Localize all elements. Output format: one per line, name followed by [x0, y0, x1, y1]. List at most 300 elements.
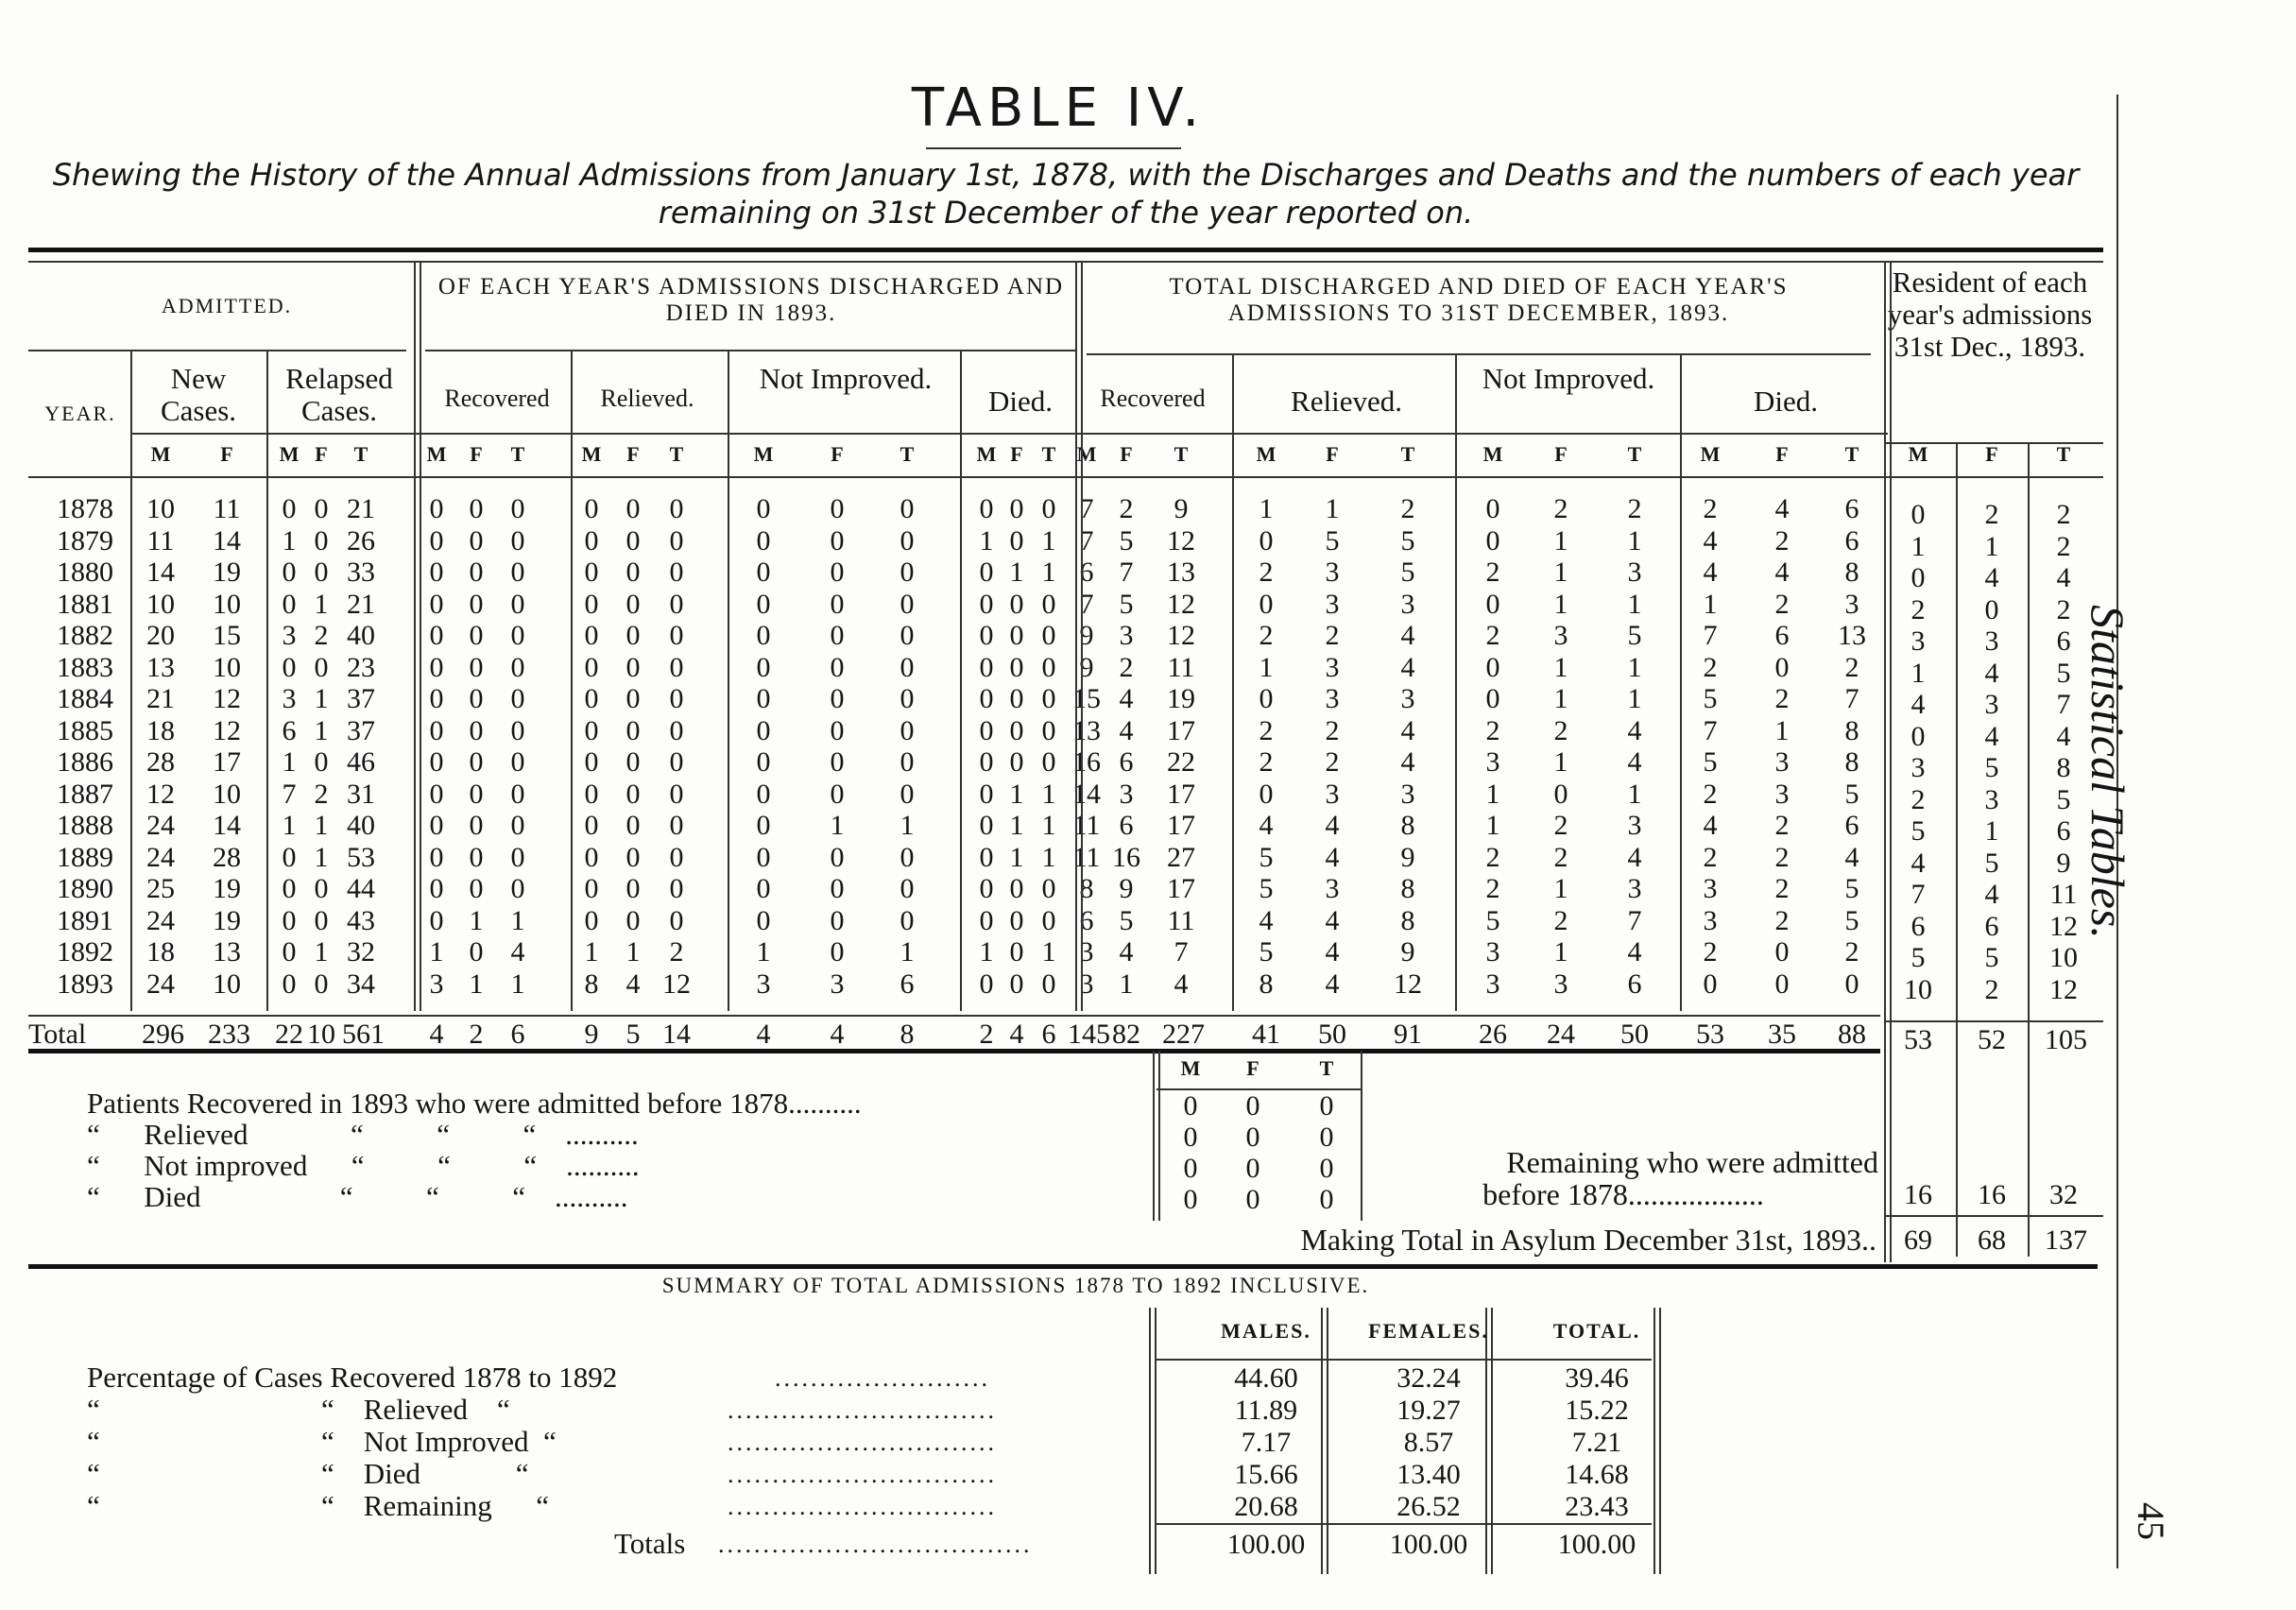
table-cell: 1 — [1009, 810, 1024, 841]
table-cell: 0 — [282, 493, 297, 524]
table-cell: 0 — [830, 493, 845, 524]
table-cell: 1 — [1910, 530, 1926, 562]
row-year: 1879 — [57, 524, 113, 557]
table-cell: 1 — [1041, 557, 1056, 588]
table-cell: 10 — [213, 588, 241, 620]
table-cell: 8 — [1400, 810, 1415, 841]
table-cell: 5 — [2056, 783, 2071, 815]
table-cell: 16 — [1112, 841, 1140, 873]
table-cell: 0 — [625, 524, 641, 557]
total-cell: 296 — [142, 1019, 184, 1050]
table-cell: 0 — [830, 873, 845, 904]
table-cell: 3 — [1627, 810, 1642, 841]
table-cell: 2 — [1553, 714, 1568, 746]
table-cell: 1 — [1553, 524, 1568, 557]
table-cell: 5 — [1259, 873, 1274, 904]
table-cell: 9 — [1079, 620, 1094, 651]
table-cell: 2 — [1485, 873, 1500, 904]
table-cell: 3 — [1844, 588, 1859, 620]
table-cell: 5 — [1259, 936, 1274, 968]
table-cell: 1 — [1774, 714, 1790, 746]
table-cell: 2 — [314, 620, 329, 651]
table-cell: 1 — [314, 810, 329, 841]
b1878-cell: 0 — [1245, 1153, 1260, 1184]
table-cell: 9 — [1400, 841, 1415, 873]
table-cell: 0 — [1009, 746, 1024, 778]
table-cell: 1 — [314, 683, 329, 714]
table-cell: 14 — [213, 810, 241, 841]
table-cell: 4 — [1400, 651, 1415, 683]
not-improved-total-header: Not Improved. — [1482, 362, 1655, 395]
table-cell: 0 — [830, 746, 845, 778]
table-cell: 0 — [900, 493, 915, 524]
table-cell: 5 — [1984, 942, 1999, 973]
table-cell: 5 — [1485, 904, 1500, 936]
table-cell: 34 — [347, 968, 375, 1000]
table-cell: 1 — [900, 810, 915, 841]
table-cell: 43 — [347, 904, 375, 936]
table-cell: 0 — [756, 557, 771, 588]
table-cell: 0 — [584, 746, 599, 778]
column-letter: M — [753, 442, 774, 466]
summary-row-prefix: “ — [87, 1393, 100, 1426]
table-cell: 0 — [469, 493, 484, 524]
table-cell: 21 — [146, 683, 175, 714]
table-cell: 8 — [1259, 968, 1274, 1000]
summary-row-prefix: “ — [87, 1489, 100, 1522]
table-cell: 9 — [1400, 936, 1415, 968]
side-label: Statistical Tables. — [2082, 605, 2134, 939]
table-cell: 6 — [1774, 620, 1790, 651]
table-cell: 0 — [1485, 651, 1500, 683]
summary-row-label: “ Remaining “ — [321, 1489, 550, 1522]
table-cell: 1 — [1627, 778, 1642, 810]
table-cell: 1 — [314, 588, 329, 620]
table-cell: 40 — [347, 810, 375, 841]
table-cell: 8 — [584, 968, 599, 1000]
table-cell: 0 — [1009, 936, 1024, 968]
summary-dots: ........................ — [775, 1364, 990, 1392]
group-underline-1893 — [425, 350, 1077, 351]
table-cell: 1 — [469, 904, 484, 936]
table-cell: 0 — [756, 810, 771, 841]
row-year: 1882 — [57, 620, 113, 651]
table-cell: 0 — [900, 524, 915, 557]
table-cell: 0 — [625, 904, 641, 936]
table-cell: 17 — [213, 746, 241, 778]
recovered-total-header: Recovered — [1100, 385, 1206, 412]
total-cell: 105 — [2045, 1024, 2087, 1055]
table-cell: 0 — [1485, 683, 1500, 714]
total-cell: 22 — [275, 1019, 303, 1050]
table-cell: 0 — [756, 620, 771, 651]
table-cell: 0 — [756, 524, 771, 557]
table-cell: 12 — [2049, 973, 2078, 1005]
table-cell: 6 — [1844, 524, 1859, 557]
table-cell: 2 — [1774, 810, 1790, 841]
b1878-cell: 0 — [1319, 1184, 1334, 1215]
table-cell: 6 — [1119, 746, 1134, 778]
table-cell: 6 — [2056, 625, 2071, 657]
table-cell: 19 — [1167, 683, 1195, 714]
table-cell: 0 — [1553, 778, 1568, 810]
table-cell: 4 — [1844, 841, 1859, 873]
table-cell: 0 — [1259, 683, 1274, 714]
table-cell: 1 — [1553, 683, 1568, 714]
b1878-row-label: Patients Recovered in 1893 who were admitted before 1878.......... — [87, 1087, 862, 1120]
table-cell: 0 — [1041, 588, 1056, 620]
relieved-total-header: Relieved. — [1291, 385, 1402, 418]
table-cell: 0 — [979, 588, 994, 620]
table-cell: 25 — [146, 873, 175, 904]
table-cell: 0 — [469, 746, 484, 778]
table-cell: 1 — [625, 936, 641, 968]
table-cell: 12 — [1167, 620, 1195, 651]
table-cell: 0 — [429, 651, 444, 683]
table-cell: 0 — [429, 557, 444, 588]
table-cell: 0 — [1844, 968, 1859, 1000]
table-cell: 4 — [1774, 557, 1790, 588]
summary-total-cell: 100.00 — [1557, 1529, 1636, 1560]
table-cell: 3 — [282, 683, 297, 714]
table-cell: 3 — [1079, 936, 1094, 968]
table-cell: 0 — [830, 778, 845, 810]
table-cell: 7 — [2056, 689, 2071, 720]
summary-row-label: “ Not Improved “ — [321, 1425, 557, 1458]
summary-cell: 39.46 — [1565, 1362, 1629, 1394]
table-cell: 3 — [1325, 778, 1340, 810]
column-letter: F — [1775, 442, 1789, 466]
table-cell: 9 — [1174, 493, 1189, 524]
table-cell: 0 — [979, 841, 994, 873]
table-cell: 4 — [1119, 683, 1134, 714]
table-cell: 4 — [510, 936, 525, 968]
table-cell: 0 — [1259, 588, 1274, 620]
table-cell: 3 — [1910, 625, 1926, 657]
summary-heading: SUMMARY OF TOTAL ADMISSIONS 1878 TO 1892 INCLUSIVE. — [661, 1274, 1370, 1297]
table-cell: 3 — [756, 968, 771, 1000]
vrule-notimp-b — [1680, 353, 1682, 1011]
table-cell: 2 — [1553, 810, 1568, 841]
table-cell: 4 — [1400, 714, 1415, 746]
table-cell: 3 — [1703, 904, 1718, 936]
table-cell: 12 — [1394, 968, 1422, 1000]
table-cell: 0 — [625, 841, 641, 873]
summary-dots: .............................. — [728, 1461, 997, 1488]
table-cell: 1 — [584, 936, 599, 968]
table-cell: 0 — [979, 778, 994, 810]
table-cell: 11 — [146, 524, 175, 557]
table-cell: 0 — [510, 810, 525, 841]
b1878-row-label: “ Relieved “ “ “ .......... — [87, 1118, 639, 1151]
table-cell: 0 — [979, 493, 994, 524]
table-cell: 14 — [1072, 778, 1101, 810]
table-cell: 0 — [1009, 493, 1024, 524]
row-year: 1880 — [57, 557, 113, 588]
total-cell: 82 — [1112, 1019, 1140, 1050]
table-cell: 0 — [830, 524, 845, 557]
row-year: 1885 — [57, 714, 113, 746]
table-cell: 0 — [830, 841, 845, 873]
summary-cell: 19.27 — [1396, 1395, 1461, 1426]
table-cell: 7 — [1910, 879, 1926, 910]
b1878-cell: 0 — [1319, 1122, 1334, 1153]
table-cell: 0 — [584, 588, 599, 620]
table-cell: 0 — [900, 841, 915, 873]
table-cell: 13 — [146, 651, 175, 683]
table-cell: 2 — [1553, 841, 1568, 873]
table-cell: 1 — [979, 524, 994, 557]
table-cell: 3 — [830, 968, 845, 1000]
table-cell: 0 — [584, 493, 599, 524]
summary-col-header: MALES. — [1221, 1319, 1311, 1343]
table-cell: 0 — [469, 588, 484, 620]
table-cell: 0 — [625, 683, 641, 714]
table-cell: 31 — [347, 778, 375, 810]
table-cell: 21 — [347, 588, 375, 620]
table-cell: 0 — [314, 651, 329, 683]
table-cell: 4 — [1259, 810, 1274, 841]
table-cell: 0 — [584, 841, 599, 873]
total-cell: 50 — [1318, 1019, 1346, 1050]
total-cell: 35 — [1768, 1019, 1796, 1050]
summary-cell: 7.17 — [1241, 1427, 1292, 1458]
table-cell: 0 — [625, 620, 641, 651]
table-cell: 4 — [1174, 968, 1189, 1000]
table-cell: 0 — [900, 746, 915, 778]
summary-totals-label: Totals — [614, 1527, 686, 1560]
table-cell: 0 — [1009, 904, 1024, 936]
table-cell: 0 — [584, 714, 599, 746]
total-cell: 88 — [1838, 1019, 1866, 1050]
table-cell: 1 — [900, 936, 915, 968]
table-cell: 1 — [1627, 588, 1642, 620]
column-letter: M — [1256, 442, 1277, 466]
b1878-cell: 0 — [1183, 1184, 1198, 1215]
table-cell: 0 — [900, 778, 915, 810]
table-cell: 14 — [213, 524, 241, 557]
table-cell: 3 — [1984, 689, 1999, 720]
column-letter: F — [220, 442, 233, 466]
table-cell: 8 — [1844, 714, 1859, 746]
table-cell: 0 — [429, 493, 444, 524]
table-cell: 2 — [1703, 936, 1718, 968]
table-cell: 2 — [1259, 620, 1274, 651]
total-bottom-rule — [28, 1049, 1880, 1053]
table-cell: 1 — [1553, 746, 1568, 778]
summary-col-header: TOTAL. — [1552, 1319, 1641, 1343]
summary-cell: 23.43 — [1565, 1491, 1629, 1522]
table-cell: 0 — [469, 714, 484, 746]
table-cell: 0 — [282, 936, 297, 968]
table-cell: 1 — [1910, 657, 1926, 689]
table-cell: 19 — [213, 873, 241, 904]
relieved-1893-header: Relieved. — [600, 385, 694, 412]
table-cell: 0 — [669, 524, 684, 557]
table-cell: 12 — [662, 968, 691, 1000]
table-cell: 6 — [900, 968, 915, 1000]
page-title: TABLE IV. — [911, 77, 1206, 139]
table-cell: 0 — [979, 746, 994, 778]
table-cell: 44 — [347, 873, 375, 904]
table-cell: 0 — [469, 936, 484, 968]
table-cell: 2 — [2056, 499, 2071, 530]
row-year: 1884 — [57, 683, 113, 714]
total-cell: 53 — [1904, 1024, 1932, 1055]
table-cell: 2 — [1984, 499, 1999, 530]
table-cell: 5 — [1119, 524, 1134, 557]
table-cell: 2 — [1485, 714, 1500, 746]
remaining-label-1: Remaining who were admitted — [1506, 1145, 1878, 1179]
table-cell: 13 — [1838, 620, 1866, 651]
table-cell: 0 — [900, 683, 915, 714]
column-letter: M — [150, 442, 171, 466]
b1878-row-label: “ Not improved “ “ “ .......... — [87, 1149, 640, 1182]
table-cell: 9 — [1119, 873, 1134, 904]
not-improved-1893-header: Not Improved. — [759, 362, 933, 395]
table-cell: 4 — [1984, 562, 1999, 593]
table-cell: 0 — [830, 936, 845, 968]
summary-total-rule — [1157, 1523, 1652, 1525]
table-cell: 0 — [510, 524, 525, 557]
table-cell: 2 — [1259, 557, 1274, 588]
table-cell: 0 — [429, 714, 444, 746]
table-cell: 5 — [1844, 873, 1859, 904]
table-cell: 1 — [282, 810, 297, 841]
table-cell: 1 — [1119, 968, 1134, 1000]
table-cell: 0 — [756, 904, 771, 936]
table-cell: 0 — [669, 841, 684, 873]
table-cell: 0 — [469, 524, 484, 557]
table-cell: 0 — [1910, 499, 1926, 530]
table-cell: 9 — [2056, 847, 2071, 879]
table-cell: 0 — [979, 810, 994, 841]
table-cell: 8 — [1844, 746, 1859, 778]
table-cell: 3 — [1325, 873, 1340, 904]
table-cell: 2 — [1325, 746, 1340, 778]
table-cell: 4 — [1325, 841, 1340, 873]
table-cell: 4 — [1119, 936, 1134, 968]
table-cell: 2 — [1703, 841, 1718, 873]
table-cell: 8 — [1079, 873, 1094, 904]
table-cell: 0 — [900, 620, 915, 651]
table-cell: 4 — [1984, 657, 1999, 689]
table-cell: 4 — [2056, 562, 2071, 593]
table-cell: 0 — [756, 841, 771, 873]
column-letter: F — [626, 442, 640, 466]
table-cell: 2 — [1259, 746, 1274, 778]
died-total-header: Died. — [1753, 385, 1818, 418]
summary-cell: 8.57 — [1403, 1427, 1454, 1458]
table-cell: 0 — [429, 683, 444, 714]
table-cell: 17 — [1167, 714, 1195, 746]
table-cell: 5 — [1910, 815, 1926, 847]
vrule-new — [266, 350, 268, 1011]
table-cell: 4 — [1627, 936, 1642, 968]
table-cell: 0 — [510, 714, 525, 746]
table-cell: 18 — [146, 936, 175, 968]
table-cell: 10 — [213, 651, 241, 683]
table-cell: 0 — [1041, 968, 1056, 1000]
table-cell: 3 — [1553, 620, 1568, 651]
group-total-discharged: TOTAL DISCHARGED AND DIED OF EACH YEAR'S ADMISSIONS TO 31ST DECEMBER, 1893. — [1169, 274, 1789, 326]
table-cell: 12 — [1167, 588, 1195, 620]
table-cell: 3 — [1325, 588, 1340, 620]
vrule-relieved-b — [1455, 353, 1457, 1011]
total-cell: 14 — [662, 1019, 691, 1050]
table-cell: 0 — [584, 873, 599, 904]
table-cell: 8 — [1400, 904, 1415, 936]
table-cell: 10 — [2049, 942, 2078, 973]
summary-dots: .............................. — [728, 1396, 997, 1424]
table-cell: 4 — [1119, 714, 1134, 746]
table-cell: 24 — [146, 968, 175, 1000]
table-cell: 0 — [1009, 683, 1024, 714]
summary-row-label: “ Died “ — [321, 1457, 529, 1490]
table-cell: 0 — [756, 588, 771, 620]
table-cell: 0 — [830, 620, 845, 651]
table-cell: 11 — [1167, 904, 1195, 936]
table-cell: 2 — [1703, 493, 1718, 524]
table-cell: 0 — [756, 778, 771, 810]
table-cell: 8 — [1400, 873, 1415, 904]
row-year: 1890 — [57, 873, 113, 904]
table-cell: 6 — [282, 714, 297, 746]
table-cell: 8 — [1844, 557, 1859, 588]
table-cell: 0 — [756, 683, 771, 714]
letters-top-rule — [132, 433, 1888, 435]
table-cell: 15 — [213, 620, 241, 651]
column-letter: T — [1844, 442, 1859, 466]
table-cell: 0 — [669, 810, 684, 841]
table-cell: 0 — [900, 904, 915, 936]
row-year: 1892 — [57, 936, 113, 968]
table-cell: 4 — [1325, 936, 1340, 968]
table-cell: 1 — [1553, 651, 1568, 683]
table-cell: 2 — [1774, 904, 1790, 936]
table-cell: 2 — [1844, 651, 1859, 683]
table-cell: 2 — [1325, 620, 1340, 651]
table-cell: 3 — [1079, 968, 1094, 1000]
table-cell: 0 — [282, 841, 297, 873]
table-cell: 1 — [1553, 936, 1568, 968]
subtitle-line-1: Shewing the History of the Annual Admissions from January 1st, 1878, with the Discharges and Deaths and the numbers of each year — [52, 157, 2080, 193]
table-cell: 0 — [584, 651, 599, 683]
table-cell: 0 — [669, 714, 684, 746]
table-cell: 4 — [1984, 720, 1999, 752]
b1878-letter: M — [1180, 1056, 1201, 1080]
table-cell: 0 — [510, 778, 525, 810]
table-cell: 24 — [146, 904, 175, 936]
table-cell: 2 — [1910, 593, 1926, 625]
page-number: 45 — [2130, 1502, 2172, 1540]
column-letter: F — [1326, 442, 1339, 466]
table-cell: 2 — [1553, 493, 1568, 524]
group-resident: Resident of each year's admissions 31st Dec., 1893. — [1887, 265, 2093, 364]
total-cell: 145 — [1068, 1019, 1110, 1050]
table-cell: 5 — [1703, 683, 1718, 714]
table-cell: 0 — [625, 714, 641, 746]
table-cell: 0 — [979, 557, 994, 588]
column-letter: F — [831, 442, 844, 466]
summary-cell: 26.52 — [1396, 1491, 1461, 1522]
table-cell: 4 — [1627, 746, 1642, 778]
table-cell: 5 — [1984, 847, 1999, 879]
table-cell: 0 — [429, 778, 444, 810]
table-cell: 0 — [584, 810, 599, 841]
table-cell: 32 — [347, 936, 375, 968]
table-cell: 2 — [1485, 841, 1500, 873]
